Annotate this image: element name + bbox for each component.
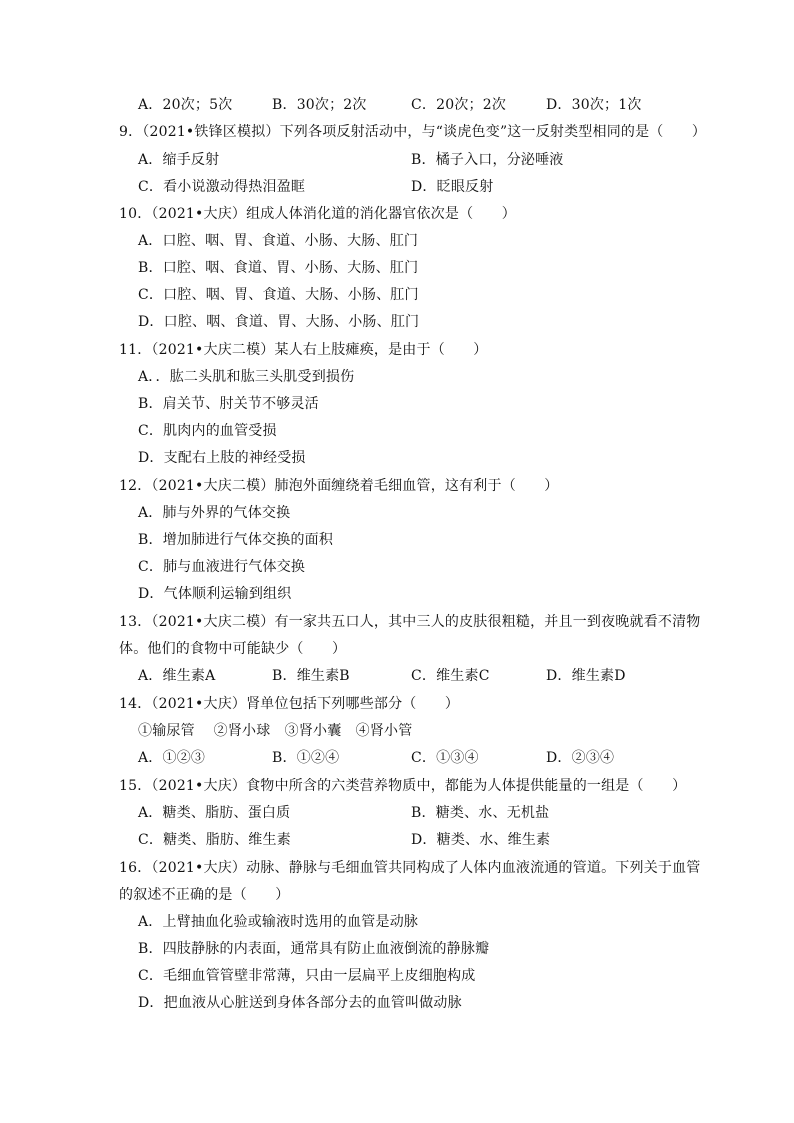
q12-option-a: A．肺与外界的气体交换 — [138, 505, 291, 521]
q10-option-b: B．口腔、咽、食道、胃、小肠、大肠、肛门 — [138, 260, 419, 276]
q9-option-a: A．缩手反射 — [138, 152, 220, 168]
q15-option-c: C．糖类、脂肪、维生素 — [138, 832, 291, 848]
q8-option-a: A．20次；5次 — [138, 97, 233, 113]
q16-stem-line2: 的叙述不正确的是（ ） — [119, 887, 290, 903]
q15-option-b: B．糖类、水、无机盐 — [411, 805, 550, 821]
q14-option-d: D．②③④ — [546, 750, 615, 766]
q13-option-c: C．维生素C — [411, 668, 490, 684]
q12-option-c: C．肺与血液进行气体交换 — [138, 559, 306, 575]
q15-option-d: D．糖类、水、维生素 — [411, 832, 551, 848]
q16-stem-line1: 16．（2021•大庆）动脉、静脉与毛细血管共同构成了人体内血液流通的管道。下列关于血管 — [119, 860, 701, 876]
q10-option-a: A．口腔、咽、胃、食道、小肠、大肠、肛门 — [138, 233, 419, 249]
q9-option-c: C．看小说激动得热泪盈眶 — [138, 179, 306, 195]
q13-option-d: D．维生素D — [546, 668, 626, 684]
q13-stem-line1: 13．（2021•大庆二模）有一家共五口人，其中三人的皮肤很粗糙，并且一到夜晚就看不清物 — [119, 614, 701, 630]
q13-option-a: A．维生素A — [138, 668, 216, 684]
q12-option-b: B．增加肺进行气体交换的面积 — [138, 532, 334, 548]
q16-option-d: D．把血液从心脏送到身体各部分去的血管叫做动脉 — [138, 995, 462, 1011]
q14-option-a: A．①②③ — [138, 750, 206, 766]
q12-stem: 12．（2021•大庆二模）肺泡外面缠绕着毛细血管，这有利于（ ） — [119, 478, 559, 494]
q11-option-d: D．支配右上肢的神经受损 — [138, 450, 306, 466]
q9-option-d: D．眨眼反射 — [411, 179, 494, 195]
q10-option-c: C．口腔、咽、胃、食道、大肠、小肠、肛门 — [138, 287, 419, 303]
q11-stem: 11．（2021•大庆二模）某人右上肢瘫痪，是由于（ ） — [119, 342, 488, 358]
q16-option-b: B．四肢静脉的内表面，通常具有防止血液倒流的静脉瓣 — [138, 941, 490, 957]
q14-items: ①输尿管 ②肾小球 ③肾小囊 ④肾小管 — [138, 723, 413, 739]
q14-stem: 14．（2021•大庆）肾单位包括下列哪些部分（ ） — [119, 696, 460, 712]
q14-option-b: B．①②④ — [272, 750, 340, 766]
q9-option-b: B．橘子入口，分泌唾液 — [411, 152, 564, 168]
q10-stem: 10．（2021•大庆）组成人体消化道的消化器官依次是（ ） — [119, 206, 516, 222]
q9-stem: 9．（2021•铁锋区模拟）下列各项反射活动中，与“谈虎色变”这一反射类型相同的是（ ） — [119, 124, 707, 140]
q13-option-b: B．维生素B — [272, 668, 350, 684]
q16-option-a: A．上臂抽血化验或输液时选用的血管是动脉 — [138, 914, 419, 930]
q12-option-d: D．气体顺利运输到组织 — [138, 586, 292, 602]
q14-option-c: C．①③④ — [411, 750, 479, 766]
q15-stem: 15．（2021•大庆）食物中所含的六类营养物质中，都能为人体提供能量的一组是（ ） — [119, 778, 687, 794]
q11-option-a: A．．肱二头肌和肱三头肌受到损伤 — [138, 369, 355, 385]
q10-option-d: D．口腔、咽、食道、胃、大肠、小肠、肛门 — [138, 314, 420, 330]
q8-option-b: B．30次；2次 — [272, 97, 367, 113]
q11-option-c: C．肌肉内的血管受损 — [138, 423, 277, 439]
q15-option-a: A．糖类、脂肪、蛋白质 — [138, 805, 291, 821]
q13-stem-line2: 体。他们的食物中可能缺少（ ） — [119, 641, 347, 657]
q8-option-c: C．20次；2次 — [411, 97, 507, 113]
q8-option-d: D．30次；1次 — [546, 97, 642, 113]
q16-option-c: C．毛细血管管壁非常薄，只由一层扁平上皮细胞构成 — [138, 968, 476, 984]
q11-option-b: B．肩关节、肘关节不够灵活 — [138, 396, 319, 412]
